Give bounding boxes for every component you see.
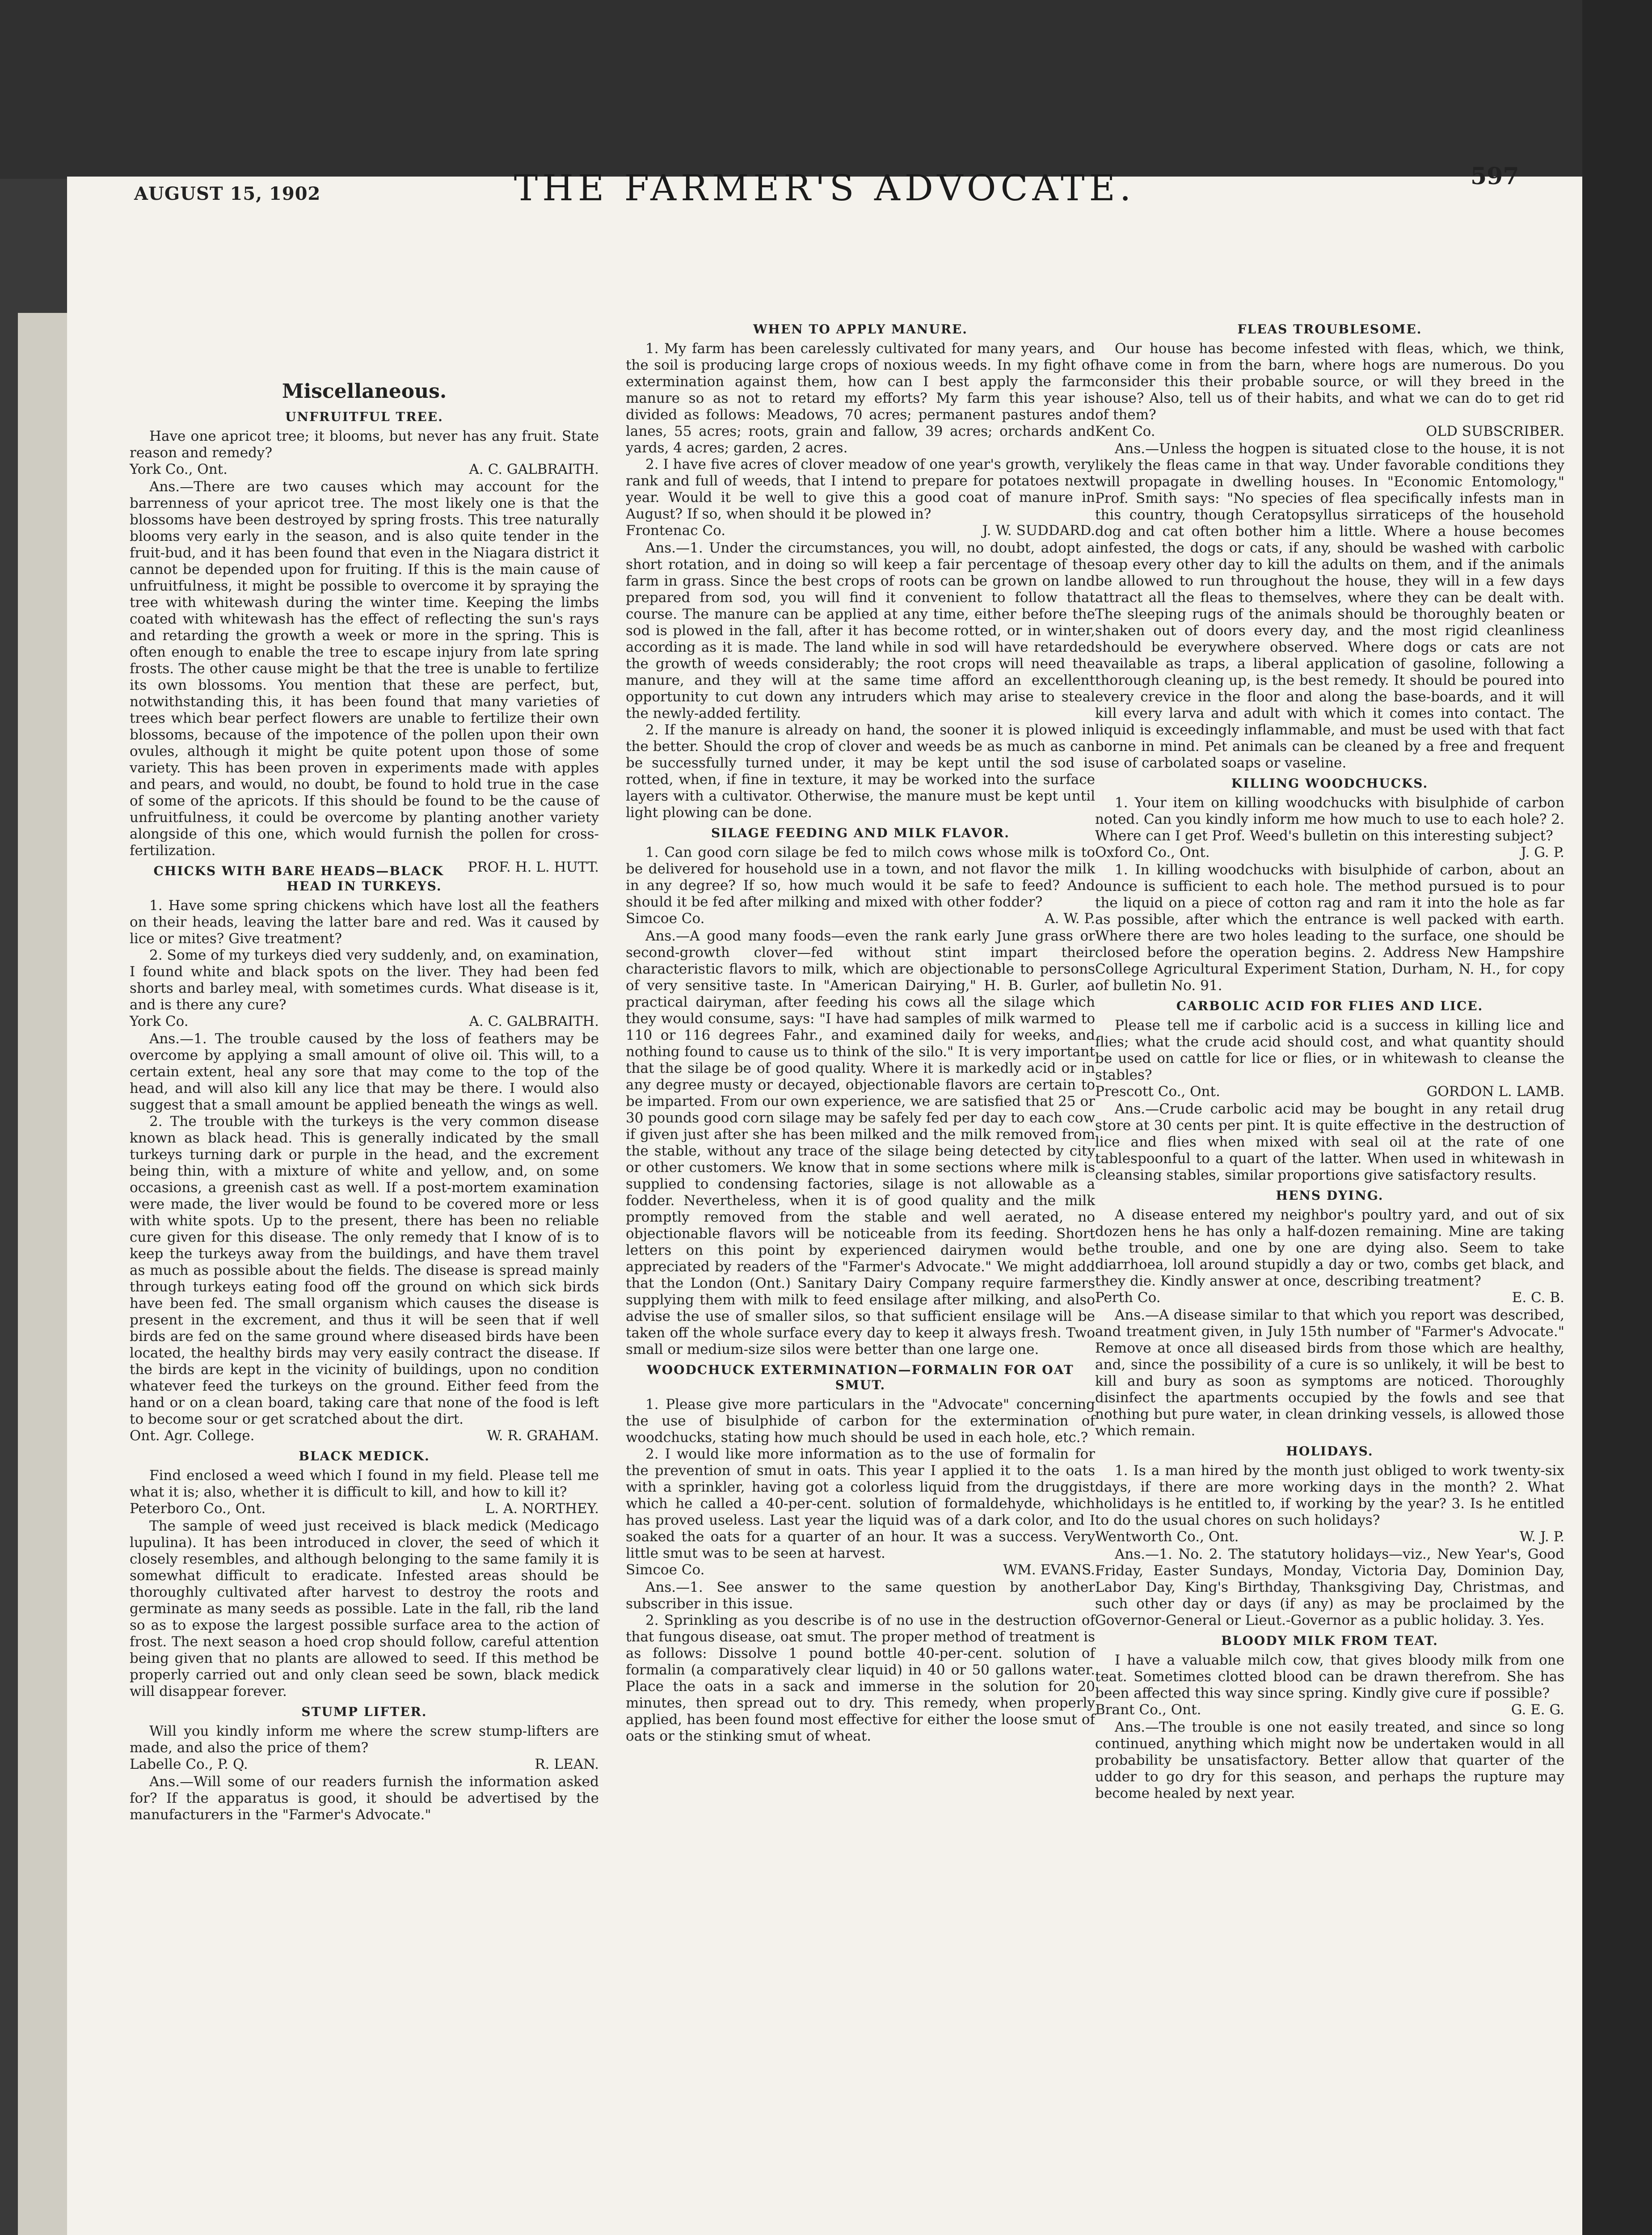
signature: [626, 911, 1095, 927]
signature-author: A. C. GALBRAITH.: [469, 461, 599, 477]
question-paragraph: 2. I have five acres of clover meadow of one year's growth, very rank and full of weeds, that I intend to prepare for potatoes next year. Would it be well to give this a good coat of manure in August? If so, when should it be plowed in?: [626, 456, 1095, 522]
signature-author: E. C. B.: [1512, 1290, 1564, 1306]
article-heading: CHICKS WITH BARE HEADS—BLACK HEAD IN TURKEYS.: [153, 864, 444, 894]
question-paragraph: Have one apricot tree; it blooms, but never has any fruit. State reason and remedy?: [130, 428, 599, 461]
article: [130, 1449, 599, 1700]
article: [130, 1704, 599, 1823]
masthead: [67, 156, 1582, 215]
article-heading: CARBOLIC ACID FOR FLIES AND LICE.: [1176, 999, 1483, 1013]
article-heading: STUMP LIFTER.: [301, 1704, 427, 1719]
question-paragraph: 1. Have some spring chickens which have lost all the feathers on their heads, leaving the latter bare and red. Was it caused by lice or mites? Give treatment?: [130, 898, 599, 947]
answer-paragraph: Ans.—A disease similar to that which you report was described, and treatment given, in July 15th number of "Farmer's Advocate." Remove at once all diseased birds from those which are healthy, and, since the possibility of a cure is so unlikely, it will be best to kill and bury as soon as symptoms are noticed. Thoroughly disinfect the apartments occupied by the fowls and see that nothing but pure water, in clean drinking vessels, is allowed those which remain.: [1095, 1307, 1564, 1439]
scanner-background-right: [1582, 0, 1652, 2235]
question-paragraph: I have a valuable milch cow, that gives bloody milk from one teat. Sometimes clotted blood can be drawn therefrom. She has been affected this way since spring. Kindly give cure if possible?: [1095, 1652, 1564, 1701]
signature-author: L. A. NORTHEY.: [485, 1501, 599, 1517]
signature-location: York Co.: [130, 1013, 189, 1029]
signature-location: Wentworth Co., Ont.: [1095, 1529, 1239, 1545]
question-paragraph: 1. Please give more particulars in the "Advocate" concerning the use of bisulphide of carbon for the extermination of woodchucks, stating how much should be used in each hole, etc.?: [626, 1396, 1095, 1446]
answer-paragraph: Ans.—Will some of our readers furnish the information asked for? If the apparatus is good, it should be advertised by the manufacturers in the "Farmer's Advocate.": [130, 1774, 599, 1823]
signature-author: J. G. P.: [1521, 844, 1564, 860]
column-1: [130, 380, 599, 2235]
answer-paragraph: The sample of weed just received is black medick (Medicago lupulina). It has been introduced in clover, the seed of which it closely resembles, and although belonging to the same family it is somewhat difficult to eradicate. Infested areas should be thoroughly cultivated after harvest to destroy the roots and germinate as many seeds as possible. Late in the fall, rib the land so as to expose the largest possible surface area to the action of frost. The next season a hoed crop should follow, careful attention being given that no plants are allowed to seed. If this method be properly carried out and only clean seed be sown, black medick will disappear forever.: [130, 1518, 599, 1699]
signature-location: Frontenac Co.: [626, 523, 726, 539]
answer-paragraph: 2. Sprinkling as you describe is of no use in the destruction of that fungous disease, oat smut. The proper method of treatment is as follows: Dissolve 1 pound bottle 40-per-cent. solution of formalin (a comparatively clear liquid) in 40 or 50 gallons water. Place the oats in a sack and immerse in the solution for 20 minutes, then spread out to dry. This remedy, when properly applied, has been found most effective for either the loose smut of oats or the stinking smut of wheat.: [626, 1612, 1095, 1744]
answer-signature: [130, 1428, 599, 1444]
answer-paragraph: 2. The trouble with the turkeys is the very common disease known as black head. This is generally indicated by the small turkeys turning dark or purple in the head, and the excrement being thin, with a mixture of white and yellow, and, on some occasions, a greenish cast as well. If a post-mortem examination were made, the liver would be found to be covered more or less with white spots. Up to the present, there has been no reliable cure given for this disease. The only remedy that I know of is to keep the turkeys away from the buildings, and have them travel as much as possible about the fields. The disease is spread mainly through turkeys eating food off the ground on which sick birds have been fed. The small organism which causes the disease is present in the excrement, and thus it will be seen that if well birds are fed on the same ground where diseased birds have been located, the healthy birds may very easily contract the disease. If the birds are kept in the vicinity of buildings, upon no condition whatever feed the turkeys on the ground. Either feed from the hand or on a clean board, taking care that none of the food is left to become sour or get scratched about the dirt.: [130, 1113, 599, 1427]
answer-paragraph: Ans.—A good many foods—even the rank early June grass or second-growth clover—fed without stint impart their characteristic flavors to milk, which are objectionable to persons of very sensitive taste. In "American Dairying," H. B. Gurler, a practical dairyman, after feeding his cows all the silage which they would consume, says: "I have had samples of milk warmed to 110 or 116 degrees Fahr., and examined daily for weeks, and nothing found to cause us to think of the silo." It is very important that the silage be of good quality. Where it is markedly acid or in any degree musty or decayed, objectionable flavors are certain to be imparted. From our own experience, we are satisfied that 25 or 30 pounds good corn silage may be safely fed per day to each cow if given just after she has been milked and the milk removed from the stable, without any trace of the silage being detected by city or other customers. We know that in some sections where milk is supplied to condensing factories, silage is not allowable as a fodder. Nevertheless, when it is of good quality and the milk promptly removed from the stable and well aerated, no objectionable flavors will be noticeable from its feeding. Short letters on this point by experienced dairymen would be appreciated by readers of the "Farmer's Advocate." We might add that the London (Ont.) Sanitary Dairy Company require farmers supplying them with milk to feed ensilage after milking, and also advise the use of smaller silos, so that sufficient ensilage will be taken off the whole surface every day to keep it always fresh. Two small or medium-size silos were better than one large one.: [626, 928, 1095, 1358]
answer-signature-author: PROF. H. L. HUTT.: [468, 859, 599, 875]
article-heading: UNFRUITFUL TREE.: [285, 409, 443, 424]
answer-signature-author: W. R. GRAHAM.: [487, 1428, 599, 1444]
signature: [626, 523, 1095, 539]
section-title: Miscellaneous.: [282, 380, 447, 403]
signature: [130, 461, 599, 478]
page-number: 597: [1471, 163, 1519, 190]
answer-signature-location: Ont. Agr. College.: [130, 1428, 255, 1444]
signature: [130, 1756, 599, 1773]
question-paragraph: 2. Some of my turkeys died very suddenly, and, on examination, I found white and black spots on the liver. They had been fed shorts and barley meal, with sometimes curds. What disease is it, and is there any cure?: [130, 947, 599, 1013]
article: [626, 322, 1095, 821]
signature-author: OLD SUBSCRIBER.: [1426, 423, 1564, 439]
signature-author: J. W. SUDDARD.: [982, 523, 1095, 539]
issue-date: AUGUST 15, 1902: [134, 183, 321, 204]
signature: [1095, 1529, 1564, 1545]
article-heading: BLOODY MILK FROM TEAT.: [1221, 1633, 1438, 1648]
article-heading: HENS DYING.: [1276, 1188, 1384, 1203]
signature: [1095, 844, 1564, 861]
question-paragraph: Please tell me if carbolic acid is a success in killing lice and flies; what the crude acid should cost, and what quantity should be used on cattle for lice or flies, or in whitewash to cleanse the stables?: [1095, 1017, 1564, 1083]
signature-author: G. E. G.: [1511, 1702, 1564, 1718]
signature-author: WM. EVANS.: [1003, 1562, 1095, 1578]
article: [130, 409, 599, 875]
publication-title: THE FARMER'S ADVOCATE.: [514, 167, 1136, 209]
article-heading: FLEAS TROUBLESOME.: [1237, 322, 1422, 337]
article-heading: WHEN TO APPLY MANURE.: [753, 322, 968, 337]
answer-paragraph: Ans.—The trouble is one not easily treated, and since so long continued, anything which might now be undertaken would in all probability be unsatisfactory. Better allow that quarter of the udder to go dry for this season, and perhaps the rupture may become healed by next year.: [1095, 1719, 1564, 1801]
article-heading: BLACK MEDICK.: [299, 1449, 430, 1463]
question-paragraph: 1. Can good corn silage be fed to milch cows whose milk is to be delivered for household use in a town, and not flavor the milk in any degree? If so, how much would it be safe to feed? And should it be fed after milking and mixed with other fodder?: [626, 844, 1095, 910]
signature: [1095, 423, 1564, 440]
question-paragraph: 1. Is a man hired by the month just obliged to work twenty-six days, if there are more working days in the month? 2. What holidays is he entitled to, if working by the year? 3. Is he entitled to do the usual chores on such holidays?: [1095, 1463, 1564, 1528]
question-paragraph: 1. My farm has been carelessly cultivated for many years, and the soil is producing large crops of noxious weeds. In my fight of extermination against them, how can I best apply the farm manure so as not to retard my efforts? My farm this year is divided as follows: Meadows, 70 acres; permanent pastures and lanes, 55 acres; roots, grain and fallow, 39 acres; orchards and yards, 4 acres; garden, 2 acres.: [626, 341, 1095, 456]
article: [626, 826, 1095, 1358]
article: [626, 1362, 1095, 1745]
answer-paragraph: Ans.—1. Under the circumstances, you will, no doubt, adopt a short rotation, and in doing so will keep a fair percentage of the farm in grass. Since the best crops of roots can be grown on land prepared from sod, you will find it convenient to follow that course. The manure can be applied at any time, either before the sod is plowed in the fall, after it has become rotted, or in winter, according as it is made. The land while in sod will have retarded the growth of weeds considerably; the root crops will need the manure, and they will at the same time afford an excellent opportunity to cut down any intruders which may arise to steal the newly-added fertility.: [626, 540, 1095, 721]
article: [1095, 322, 1564, 772]
article: [1095, 1633, 1564, 1802]
signature: [1095, 1702, 1564, 1718]
article-heading: HOLIDAYS.: [1286, 1444, 1374, 1459]
article: [1095, 1188, 1564, 1439]
signature: [1095, 1084, 1564, 1100]
question-paragraph: Will you kindly inform me where the screw stump-lifters are made, and also the price of them?: [130, 1723, 599, 1756]
answer-paragraph: 2. If the manure is already on hand, the sooner it is plowed in the better. Should the crop of clover and weeds be as much as can be successfully turned under, it may be kept until the sod is rotted, when, if fine in texture, it may be worked into the surface layers with a cultivator. Otherwise, the manure must be kept until light plowing can be done.: [626, 722, 1095, 821]
signature: [626, 1562, 1095, 1578]
signature: [130, 1501, 599, 1517]
article: [130, 864, 599, 1444]
signature-author: R. LEAN.: [535, 1756, 599, 1772]
signature-location: York Co., Ont.: [130, 461, 228, 477]
signature-location: Perth Co.: [1095, 1290, 1161, 1306]
signature: [1095, 1290, 1564, 1306]
article-heading: KILLING WOODCHUCKS.: [1231, 776, 1429, 791]
article-heading: SILAGE FEEDING AND MILK FLAVOR.: [711, 826, 1010, 840]
signature-author: W. J. P.: [1519, 1529, 1564, 1545]
signature-location: Oxford Co., Ont.: [1095, 844, 1210, 860]
article-heading: WOODCHUCK EXTERMINATION—FORMALIN FOR OAT SMUT.: [647, 1362, 1074, 1392]
question-paragraph: Our house has become infested with fleas, which, we think, have come in from the barn, where hogs are numerous. Do you consider this their probable source, or will they breed in the house? Also, tell us of their habits, and what we can do to get rid of them?: [1095, 341, 1564, 423]
article: [1095, 999, 1564, 1184]
signature-location: Kent Co.: [1095, 423, 1155, 439]
question-paragraph: 1. Your item on killing woodchucks with bisulphide of carbon noted. Can you kindly inform me how much to use to each hole? 2. Where can I get Prof. Weed's bulletin on this interesting subject?: [1095, 795, 1564, 844]
answer-paragraph: Ans.—1. No. 2. The statutory holidays—viz., New Year's, Good Friday, Easter Sundays, Monday, Victoria Day, Dominion Day, Labor Day, King's Birthday, Thanksgiving Day, Christmas, and such other day or days (if any) as may be proclaimed by the Governor-General or Lieut.-Governor as a public holiday. 3. Yes.: [1095, 1546, 1564, 1628]
answer-paragraph: Ans.—1. See answer to the same question by another subscriber in this issue.: [626, 1579, 1095, 1612]
answer-paragraph: 1. In killing woodchucks with bisulphide of carbon, about an ounce is sufficient to each hole. The method pursued is to pour the liquid on a piece of cotton rag and ram it into the hole as far as possible, after which the entrance is well packed with earth. Where there are two holes leading to the surface, one should be closed before the operation begins. 2. Address New Hampshire College Agricultural Experiment Station, Durham, N. H., for copy of bulletin No. 91.: [1095, 862, 1564, 994]
signature-location: Prescott Co., Ont.: [1095, 1084, 1220, 1100]
column-2: [626, 322, 1095, 2235]
signature: [130, 1013, 599, 1030]
signature-location: Peterboro Co., Ont.: [130, 1501, 266, 1517]
answer-paragraph: Ans.—Unless the hogpen is situated close to the house, it is not likely the fleas came in that way. Under favorable conditions they will propagate in dwelling houses. In "Economic Entomology," Prof. Smith says: "No species of flea specifically infests man in this country, though Ceratopsyllus sirraticeps of the household dog and cat often bother him a little. Where a house becomes infested, the dogs or cats, if any, should be washed with carbolic soap every other day to kill the adults on them, and if the animals be allowed to run throughout the house, they will in a few days attract all the fleas to themselves, where they can be dealt with. The sleeping rugs of the animals should be thoroughly beaten or shaken out of doors every day, and the most rigid cleanliness should be everywhere observed. Where dogs or cats are not available as traps, a liberal application of gasoline, following a thorough cleaning up, is the best remedy. It should be poured into every crevice in the floor and along the base-boards, and it will kill every larva and adult with which it comes into contact. The liquid is exceedingly inflammable, and must be used with that fact borne in mind. Pet animals can be cleaned by a free and frequent use of carbolated soaps or vaseline.: [1095, 441, 1564, 771]
question-paragraph: Find enclosed a weed which I found in my field. Please tell me what it is; also, whether it is difficult to kill, and how to kill it?: [130, 1468, 599, 1500]
article: [1095, 776, 1564, 994]
answer-paragraph: Ans.—1. The trouble caused by the loss of feathers may be overcome by applying a small amount of olive oil. This will, to a certain extent, heal any sore that may come to the top of the head, and will also kill any lice that may be there. I would also suggest that a small amount be applied beneath the wings as well.: [130, 1031, 599, 1113]
signature-author: GORDON L. LAMB.: [1426, 1084, 1564, 1100]
signature-location: Simcoe Co.: [626, 1562, 705, 1578]
answer-paragraph: Ans.—There are two causes which may account for the barrenness of your apricot tree. The most likely one is that the blossoms have been destroyed by spring frosts. This tree naturally blooms very early in the season, and is also quite tender in the fruit-bud, and it has been found that even in the Niagara district it cannot be depended upon for fruiting. If this is the main cause of unfruitfulness, it might be possible to overcome it by spraying the tree with whitewash during the winter time. Keeping the limbs coated with whitewash has the effect of reflecting the sun's rays and retarding the growth a week or more in the spring. This is often enough to enable the tree to escape injury from late spring frosts. The other cause might be that the tree is unable to fertilize its own blossoms. You mention that these are perfect, but, notwithstanding this, it has been found that many varieties of trees which bear perfect flowers are unable to fertilize their own blossoms, because of the impotence of the pollen upon their own ovules, although it might be quite potent upon those of some variety. This has been proven in experiments made with apples and pears, and would, no doubt, be found to hold true in the case of some of the apricots. If this should be found to be the cause of unfruitfulness, it could be overcome by planting another variety alongside of this one, which would furnish the pollen for cross-fertilization.: [130, 479, 599, 859]
column-3: [1095, 322, 1564, 2235]
question-paragraph: 2. I would like more information as to the use of formalin for the prevention of smut in oats. This year I applied it to the oats with a sprinkler, having got a colorless liquid from the druggist which he called a 40-per-cent. solution of formaldehyde, which has proved useless. Last year the liquid was of a dark color, and I soaked the oats for a quarter of an hour. It was a success. Very little smut was to be seen at harvest.: [626, 1446, 1095, 1561]
article: [1095, 1444, 1564, 1629]
scanner-background-top: [0, 0, 1652, 179]
answer-paragraph: Ans.—Crude carbolic acid may be bought in any retail drug store at 30 cents per pint. It is quite effective in the destruction of lice and flies when mixed with seal oil at the rate of one tablespoonful to a quart of the latter. When used in whitewash in cleansing stables, similar proportions give satisfactory results.: [1095, 1101, 1564, 1183]
question-paragraph: A disease entered my neighbor's poultry yard, and out of six dozen hens he has only a half-dozen remaining. Mine are taking the trouble, and one by one are dying also. Seem to take diarrhoea, loll around stupidly a day or two, combs get black, and they die. Kindly answer at once, describing treatment?: [1095, 1207, 1564, 1289]
signature-author: A. W. P.: [1045, 911, 1095, 927]
adjacent-page-edge: [18, 313, 67, 2235]
signature-location: Simcoe Co.: [626, 911, 705, 927]
signature-author: A. C. GALBRAITH.: [469, 1013, 599, 1029]
signature-location: Brant Co., Ont.: [1095, 1702, 1201, 1718]
signature-location: Labelle Co., P. Q.: [130, 1756, 248, 1772]
